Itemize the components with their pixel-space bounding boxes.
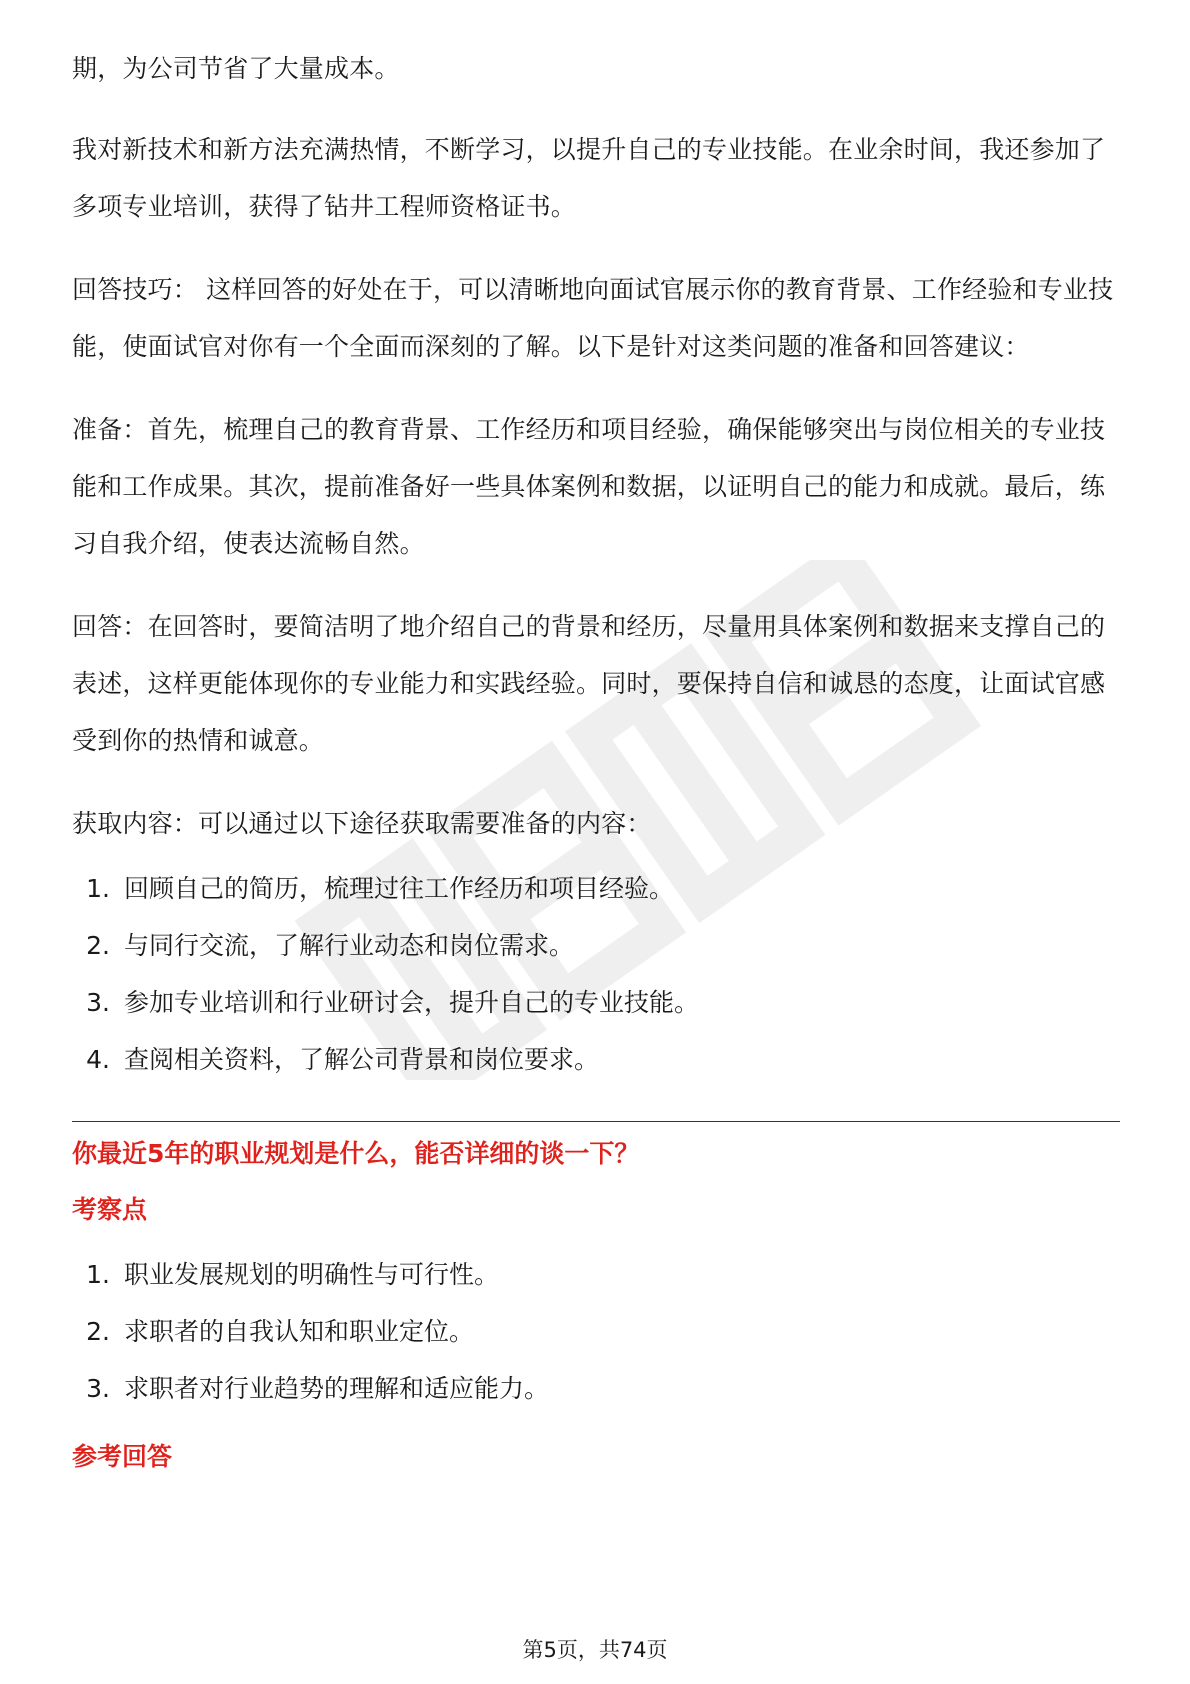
list-item	[72, 974, 1120, 1031]
paragraph-answer: 回答：在回答时，要简洁明了地介绍自己的背景和经历，尽量用具体案例和数据来支撑自己的表述，这样更能体现你的专业能力和实践经验。同时，要保持自信和诚恳的态度，让面试官感受到你的热情和诚意。	[72, 612, 1106, 755]
paragraph-get-content: 获取内容：可以通过以下途径获取需要准备的内容：	[72, 809, 652, 838]
list-number: 2.	[86, 1317, 110, 1346]
paragraph-learning: 我对新技术和新方法充满热情，不断学习，以提升自己的专业技能。在业余时间，我还参加了多项专业培训，获得了钻井工程师资格证书。	[72, 135, 1106, 221]
list-text: 与同行交流，了解行业动态和岗位需求。	[124, 931, 575, 960]
list-item	[72, 860, 1120, 917]
list-number: 3.	[86, 988, 110, 1017]
list-text: 参加专业培训和行业研讨会，提升自己的专业技能。	[124, 988, 700, 1017]
list-text: 求职者的自我认知和职业定位。	[124, 1317, 475, 1346]
list-number: 3.	[86, 1374, 110, 1403]
list-text: 回顾自己的简历，梳理过往工作经历和项目经验。	[124, 874, 675, 903]
question-title: 你最近5年的职业规划是什么，能否详细的谈一下？	[72, 1139, 640, 1168]
list-text: 求职者对行业趋势的理解和适应能力。	[124, 1374, 550, 1403]
list-number: 2.	[86, 931, 110, 960]
exam-points-heading: 考察点	[72, 1195, 148, 1224]
section-divider	[72, 1121, 1120, 1122]
content-source-list	[72, 860, 1120, 1088]
exam-points-list	[72, 1246, 1120, 1417]
paragraph-answer-tips: 回答技巧： 这样回答的好处在于，可以清晰地向面试官展示你的教育背景、工作经验和专业技能，使面试官对你有一个全面而深刻的了解。以下是针对这类问题的准备和回答建议：	[72, 275, 1114, 361]
reference-answer-heading: 参考回答	[72, 1442, 173, 1471]
list-item	[72, 1031, 1120, 1088]
list-number: 1.	[86, 874, 110, 903]
list-number: 1.	[86, 1260, 110, 1289]
list-number: 4.	[86, 1045, 110, 1074]
document-page	[72, 40, 1120, 1477]
list-text: 职业发展规划的明确性与可行性。	[124, 1260, 500, 1289]
list-item	[72, 917, 1120, 974]
list-text: 查阅相关资料，了解公司背景和岗位要求。	[124, 1045, 600, 1074]
list-item	[72, 1246, 1120, 1303]
list-item	[72, 1303, 1120, 1360]
paragraph-preparation: 准备：首先，梳理自己的教育背景、工作经历和项目经验，确保能够突出与岗位相关的专业技能和工作成果。其次，提前准备好一些具体案例和数据，以证明自己的能力和成就。最后，练习自我介绍，使表达流畅自然。	[72, 415, 1106, 558]
paragraph-continuation: 期，为公司节省了大量成本。	[72, 54, 400, 83]
page-number-footer: 第5页，共74页	[522, 1638, 668, 1662]
list-item	[72, 1360, 1120, 1417]
